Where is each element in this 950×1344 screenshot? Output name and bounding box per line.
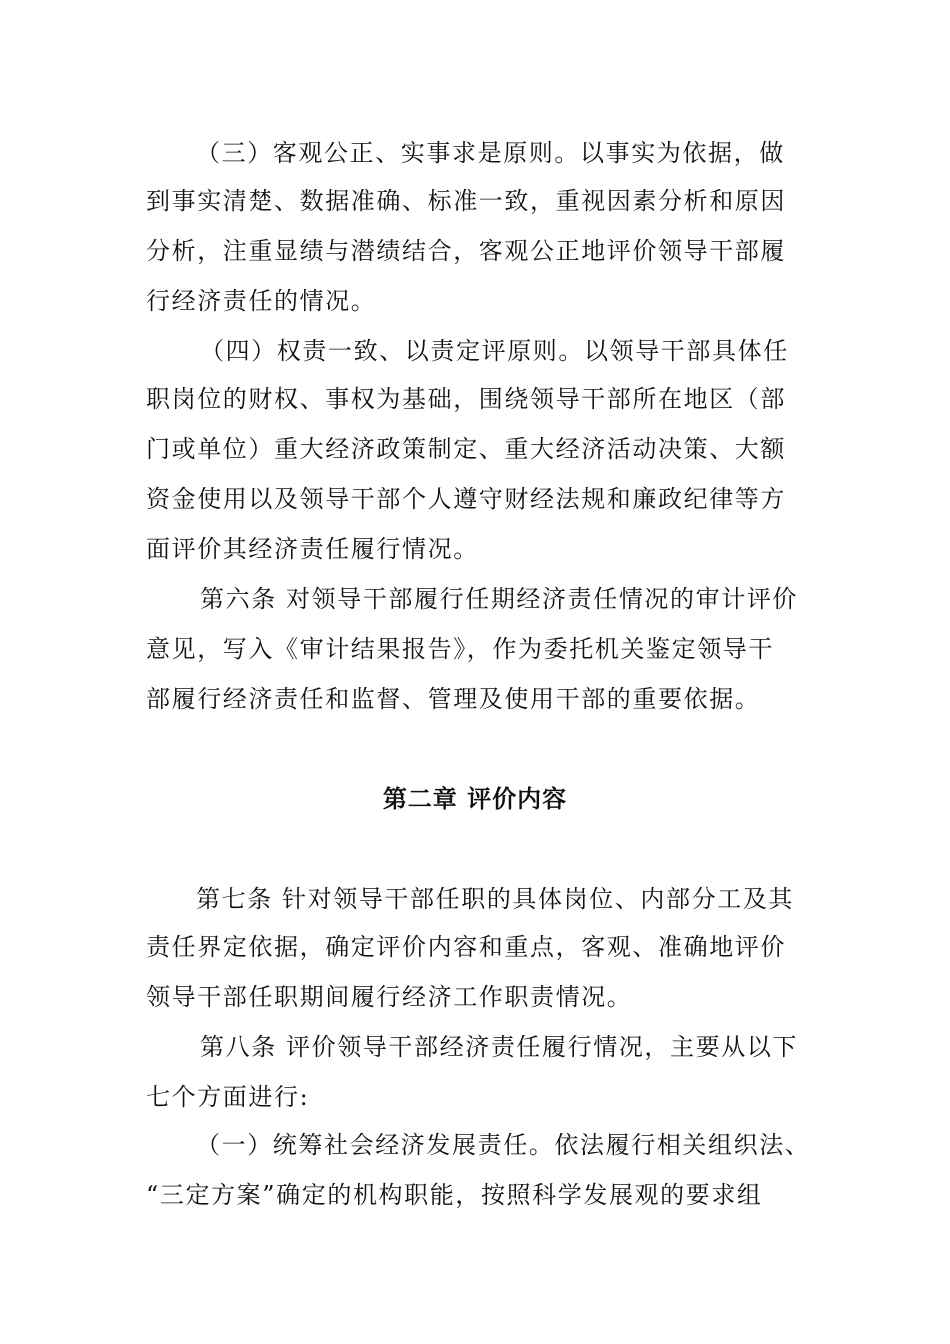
text-line: 行经济责任的情况。: [146, 287, 377, 315]
text-line: 意见，写入《审计结果报告》，作为委托机关鉴定领导干: [146, 635, 774, 663]
text-line: （一）统筹社会经济发展责任。依法履行相关组织法、: [196, 1131, 811, 1159]
text-line: 领导干部任职期间履行经济工作职责情况。: [146, 983, 633, 1011]
text-line: “三定方案”确定的机构职能，按照科学发展观的要求组: [146, 1181, 763, 1209]
text-line: 门或单位）重大经济政策制定、重大经济活动决策、大额: [146, 435, 786, 463]
text-line: 分析，注重显绩与潜绩结合，客观公正地评价领导干部履: [146, 237, 786, 265]
text-line: 到事实清楚、数据准确、标准一致，重视因素分析和原因: [146, 187, 786, 215]
text-line: 责任界定依据，确定评价内容和重点，客观、准确地评价: [146, 933, 786, 961]
text-line: 资金使用以及领导干部个人遵守财经法规和廉政纪律等方: [146, 485, 786, 513]
text-line: 第八条 评价领导干部经济责任履行情况，主要从以下: [200, 1033, 799, 1061]
chapter-heading: 第二章 评价内容: [382, 785, 568, 813]
text-line: 第六条 对领导干部履行任期经济责任情况的审计评价: [200, 585, 799, 613]
text-line: （四）权责一致、以责定评原则。以领导干部具体任: [200, 337, 789, 365]
text-line: 部履行经济责任和监督、管理及使用干部的重要依据。: [146, 685, 761, 713]
text-line: 职岗位的财权、事权为基础，围绕领导干部所在地区（部: [146, 385, 786, 413]
text-line: 七个方面进行:: [146, 1083, 310, 1111]
text-line: 面评价其经济责任履行情况。: [146, 535, 479, 563]
text-line: （三）客观公正、实事求是原则。以事实为依据，做: [196, 139, 785, 167]
text-line: 第七条 针对领导干部任职的具体岗位、内部分工及其: [196, 885, 795, 913]
